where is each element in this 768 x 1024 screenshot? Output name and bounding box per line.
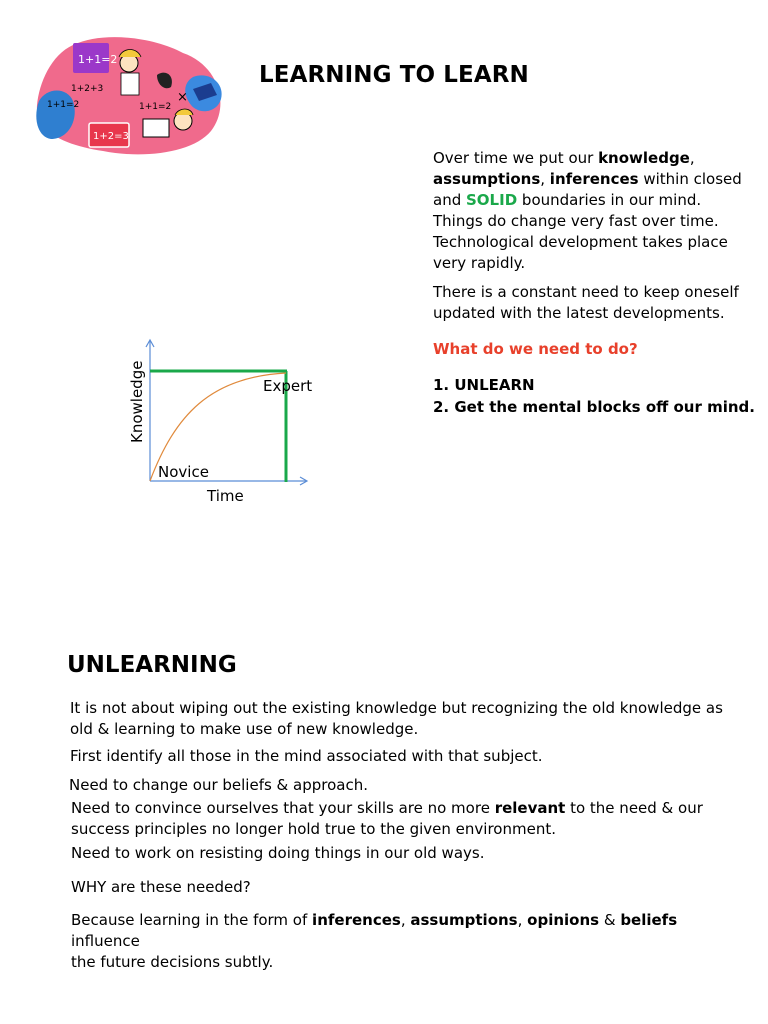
unlearning-para-2: First identify all those in the mind associated with that subject. [70,747,543,765]
intro-text: , [689,149,695,167]
intro-solid-highlight: SOLID [466,191,518,209]
intro-line [433,169,753,190]
unlearning-text: Because learning in the form of [71,911,313,929]
unlearning-line: It is not about wiping out the existing knowledge but recognizing the old knowledge as [70,699,723,717]
unlearning-para-1 [70,698,730,740]
unlearning-bold-inferences: inferences [312,911,401,929]
novice-label: Novice [158,463,209,481]
update-line: updated with the latest developments. [433,304,725,322]
svg-text:1+2=3: 1+2=3 [93,131,129,142]
unlearning-bold-opinions: opinions [527,911,600,929]
unlearning-line: success principles no longer hold true to the given environment. [71,820,556,838]
unlearning-text: , [400,911,411,929]
svg-text:×: × [177,90,188,105]
unlearning-text: Need to convince ourselves that your skills are no more [71,799,495,817]
question-heading: What do we need to do? [433,340,638,358]
unlearning-bold-relevant: relevant [494,799,566,817]
svg-text:1+1=2: 1+1=2 [139,102,172,112]
unlearning-line [71,798,731,819]
step-2: 2. Get the mental blocks off our mind. [433,398,755,416]
intro-paragraph [433,148,753,274]
unlearning-para-5: Need to work on resisting doing things in our old ways. [71,844,485,862]
unlearning-text: & [599,911,621,929]
unlearning-text: influence [71,932,140,950]
unlearning-question: WHY are these needed? [71,878,251,896]
intro-bold-knowledge: knowledge [598,149,690,167]
intro-bold-inferences: inferences [549,170,639,188]
unlearning-text: , [517,911,528,929]
intro-text: Over time we put our [433,149,599,167]
expert-label: Expert [263,377,313,395]
update-line: There is a constant need to keep oneself [433,283,739,301]
y-axis-label: Knowledge [128,360,146,443]
unlearning-line: old & learning to make use of new knowledge. [70,720,419,738]
intro-line: very rapidly. [433,254,526,272]
unlearning-line [71,910,731,952]
svg-text:1+1=2: 1+1=2 [47,100,80,110]
unlearning-line: the future decisions subtly. [71,953,274,971]
intro-text: boundaries in our mind. [517,191,702,209]
page-title: LEARNING TO LEARN [259,62,529,88]
x-axis-label: Time [207,487,244,505]
intro-line [433,190,753,211]
intro-text: within closed [638,170,742,188]
intro-line [433,148,753,169]
intro-line: Technological development takes place [433,233,728,251]
svg-text:1+2+3: 1+2+3 [71,84,104,94]
unlearning-bold-beliefs: beliefs [620,911,678,929]
learning-clipart-illustration [33,35,228,157]
intro-line: Things do change very fast over time. [433,212,719,230]
step-1: 1. UNLEARN [433,376,535,394]
intro-bold-assumptions: assumptions [433,170,541,188]
unlearning-bold-assumptions: assumptions [410,911,518,929]
learning-curve-diagram [120,335,320,510]
unlearning-para-6 [71,910,731,973]
unlearning-heading: UNLEARNING [67,652,237,678]
intro-text: and [433,191,466,209]
unlearning-para-3: Need to change our beliefs & approach. [69,776,368,794]
unlearning-para-4 [71,798,731,840]
update-paragraph [433,282,763,324]
intro-text: , [540,170,550,188]
svg-text:1+1=2: 1+1=2 [78,53,118,66]
unlearning-text: to the need & our [565,799,703,817]
